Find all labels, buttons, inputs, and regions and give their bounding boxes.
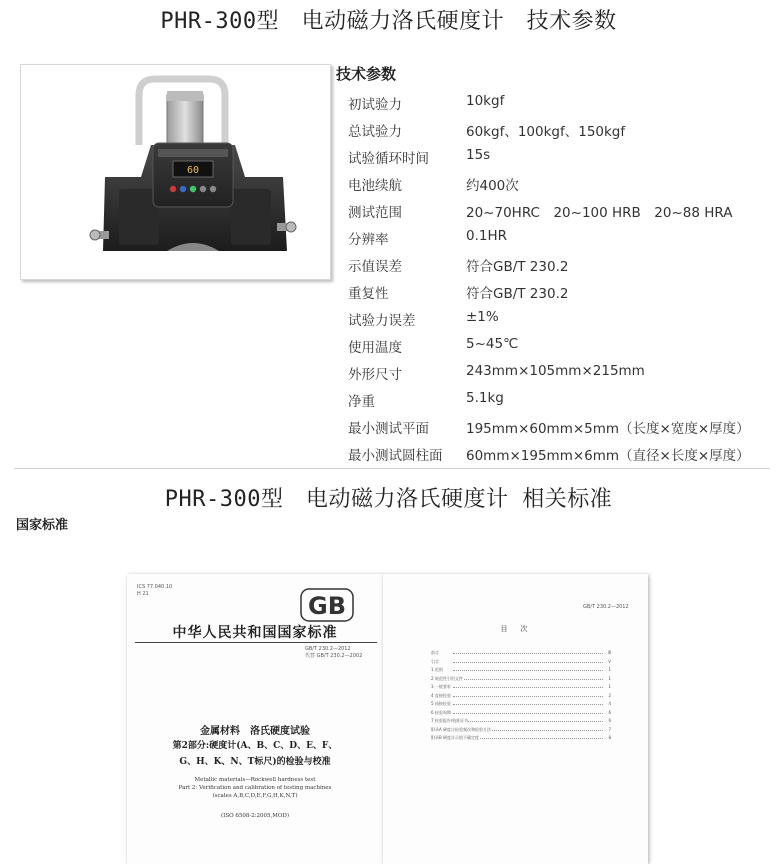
spec-value: 10kgf: [466, 93, 505, 109]
standards-label: 国家标准: [16, 518, 69, 533]
spec-value: 243mm×105mm×215mm: [466, 363, 645, 379]
spec-key: 测试范围: [348, 205, 402, 221]
toc-item-title: 2 规范性引用文件: [431, 675, 463, 681]
spec-value: 符合GB/T 230.2: [466, 259, 569, 275]
spec-value: 约400次: [466, 178, 519, 194]
toc-item: [431, 676, 611, 682]
toc-item-title: 前言: [431, 650, 439, 655]
header-rule: [135, 642, 377, 643]
spec-heading: 技术参数: [336, 65, 397, 83]
spec-key: 示值误差: [348, 259, 402, 275]
spec-value: 5.1kg: [466, 390, 504, 406]
toc-item-title: 1 范围: [431, 667, 443, 672]
toc-item-title: 附录A 硬度计检验频次和检验方法: [431, 726, 492, 732]
toc-item: [431, 727, 611, 733]
title-cn-1: 金属材料 洛氏硬度试验: [200, 726, 310, 737]
toc-item-title: 7 检验报告/校准证书: [431, 718, 469, 723]
spec-key: 试验力误差: [348, 313, 416, 329]
toc-item-page: 6: [608, 709, 611, 715]
toc-title: 目 次: [500, 625, 531, 633]
toc-item: [431, 659, 611, 665]
toc-item-page: Ⅴ: [608, 658, 611, 664]
toc-leader: [453, 687, 603, 688]
spec-key: 电池续航: [348, 178, 402, 194]
spec-key: 重复性: [348, 286, 389, 302]
replaces-code: 代替 GB/T 230.2—2002: [305, 653, 363, 659]
spec-value: 5~45℃: [466, 336, 519, 352]
spec-key: 使用温度: [348, 340, 402, 356]
iso-reference: (ISO 6508-2:2005,MOD): [221, 813, 289, 819]
toc-leader: [453, 704, 603, 705]
gb-logo-text: GB: [308, 592, 346, 620]
toc-leader: [453, 679, 603, 680]
spec-value: 195mm×60mm×5mm（长度×宽度×厚度）: [466, 421, 750, 437]
toc-item-title: 5 间接检验: [431, 701, 451, 706]
spec-value: 0.1HR: [466, 228, 508, 244]
toc-item: [431, 684, 611, 690]
title-en-2: Part 2: Verification and calibration of testing machines: [178, 785, 332, 791]
toc-leader: [453, 721, 603, 722]
section-title-standards: PHR-300型 电动磁力洛氏硬度计 相关标准: [164, 487, 613, 512]
toc-leader: [453, 696, 603, 697]
spec-value: 60kgf、100kgf、150kgf: [466, 124, 626, 140]
spec-key: 净重: [348, 394, 375, 410]
spec-key: 分辨率: [348, 232, 389, 248]
spec-key: 试验循环时间: [348, 151, 429, 167]
spec-value: 符合GB/T 230.2: [466, 286, 569, 302]
toc-item-title: 4 直接检验: [431, 692, 451, 698]
toc-item: [431, 735, 611, 741]
standard-contents-page: [383, 574, 648, 864]
spec-value: 20~70HRC 20~100 HRB 20~88 HRA: [466, 205, 733, 221]
standard-cover-page: [127, 574, 383, 864]
spec-key: 最小测试圆柱面: [348, 448, 443, 464]
ics-code: ICS 77.040.10: [137, 584, 173, 590]
hardness-tester-illustration: [21, 65, 330, 279]
national-standard-heading: 中华人民共和国国家标准: [172, 625, 338, 641]
product-image: [20, 64, 331, 280]
toc-item: [431, 667, 611, 673]
gb-logo-icon: [300, 588, 354, 622]
title-cn-2: 第2部分:硬度计(A、B、C、D、E、F、: [172, 741, 338, 751]
toc-item-page: 4: [608, 701, 611, 706]
toc-leader: [453, 653, 603, 654]
title-en-3: (scales A,B,C,D,E,F,G,H,K,N,T): [212, 793, 298, 799]
toc-item: [431, 701, 611, 707]
toc-leader: [453, 662, 603, 663]
section-divider: [14, 468, 770, 469]
standard-code: GB/T 230.2—2012: [305, 646, 351, 652]
toc-item-page: 1: [608, 675, 611, 681]
spec-key: 初试验力: [348, 97, 402, 113]
toc-item-page: 6: [608, 718, 611, 723]
toc-item-page: 1: [608, 684, 611, 689]
toc-item-page: 7: [608, 726, 611, 732]
toc-item-title: 引言: [431, 658, 439, 664]
toc-item: [431, 650, 611, 656]
title-en-1: Metallic materials—Rockwell hardness test: [194, 777, 316, 783]
spec-value: 60mm×195mm×6mm（直径×长度×厚度）: [466, 448, 750, 464]
toc-item-title: 3 一般要求: [431, 684, 451, 689]
title-cn-3: G、H、K、N、T标尺)的检验与校准: [179, 757, 331, 767]
page-title: PHR-300型 电动磁力洛氏硬度计 技术参数: [160, 9, 617, 34]
toc-item-page: 1: [608, 667, 611, 672]
toc-item-title: 附录B 硬度计示值不确定度: [431, 735, 480, 740]
toc-leader: [453, 670, 603, 671]
spec-key: 最小测试平面: [348, 421, 429, 437]
ccs-code: H 21: [137, 591, 149, 597]
spec-value: ±1%: [466, 309, 499, 325]
toc-leader: [453, 713, 603, 714]
svg-text:60: 60: [186, 165, 200, 176]
spec-value: 15s: [466, 147, 491, 163]
spec-key: 外形尺寸: [348, 367, 402, 383]
toc-item: [431, 693, 611, 699]
toc-item-title: 6 检验周期: [431, 709, 451, 715]
toc-item-page: 8: [608, 735, 611, 740]
toc-item-page: Ⅲ: [608, 650, 611, 655]
toc-item: [431, 710, 611, 716]
page-header-code: GB/T 230.2—2012: [583, 604, 629, 610]
spec-key: 总试验力: [348, 124, 402, 140]
toc-item: [431, 718, 611, 724]
toc-item-page: 2: [608, 692, 611, 698]
